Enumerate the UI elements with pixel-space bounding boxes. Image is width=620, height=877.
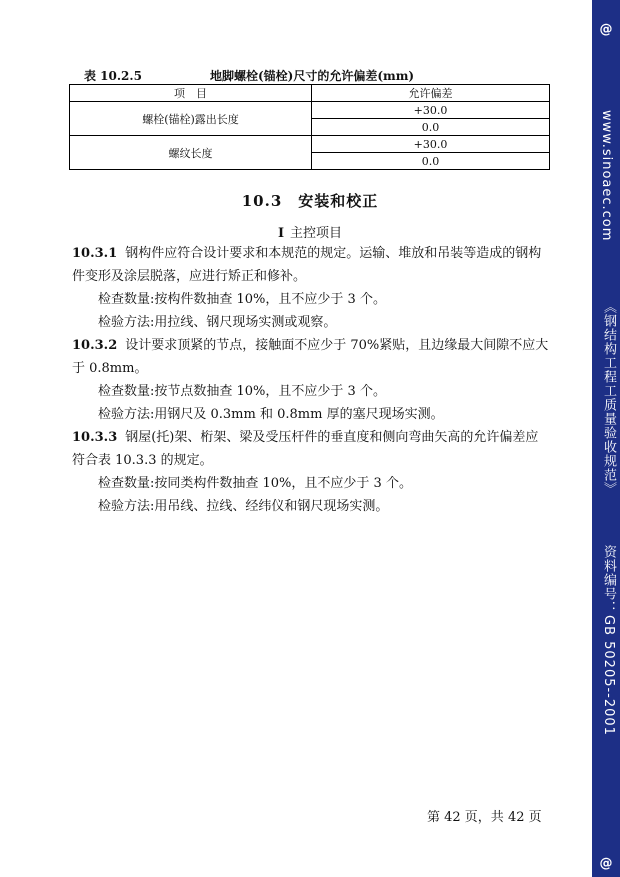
check-method: 检验方法:用钢尺及 0.3mm 和 0.8mm 厚的塞尺现场实测。: [98, 407, 444, 422]
clause-number: 10.3.2: [72, 338, 118, 353]
tolerance-table: [69, 84, 550, 170]
table-title: 地脚螺栓(锚栓)尺寸的允许偏差(mm): [210, 69, 415, 83]
check-method: 检验方法:用吊线、拉线、经纬仪和钢尺现场实测。: [98, 499, 389, 514]
subsection-heading: [0, 222, 620, 241]
check-quantity: 检查数量:按构件数抽查 10%，且不应少于 3 个。: [98, 292, 386, 307]
table-label: 表 10.2.5: [84, 69, 142, 83]
clause-number: 10.3.3: [72, 430, 118, 445]
header-tolerance: 允许偏差: [312, 85, 550, 102]
section-heading: 10.3 安装和校正: [241, 192, 379, 210]
row-item: 螺纹长度: [70, 136, 312, 170]
sidebar-document-code: 资料编号：GB 50205--2001: [601, 545, 616, 736]
check-quantity: 检查数量:按同类构件数抽查 10%，且不应少于 3 个。: [98, 476, 412, 491]
table-header-row: [70, 85, 550, 102]
clause-paragraph: [72, 334, 550, 380]
sidebar-book-title: 《钢结构工程工质量验收规范》: [601, 300, 616, 496]
row-value-upper: +30.0: [312, 102, 550, 119]
clause-paragraph: [72, 426, 550, 472]
at-sign-bottom: @: [599, 856, 613, 871]
clause-text: 设计要求顶紧的节点，接触面不应少于 70%紧贴，且边缘最大间隙不应大于 0.8mm。: [72, 338, 549, 376]
clause-text: 钢屋(托)架、桁架、梁及受压杆件的垂直度和侧向弯曲矢高的允许偏差应符合表 10.3.3 的规定。: [72, 430, 539, 468]
clause-paragraph: [72, 242, 550, 288]
page-footer: 第 42 页，共 42 页: [427, 810, 542, 825]
clause-text: 钢构件应符合设计要求和本规范的规定。运输、堆放和吊装等造成的钢构件变形及涂层脱落，应进行矫正和修补。: [72, 246, 542, 284]
table-caption: [84, 67, 415, 84]
row-value-lower: 0.0: [312, 153, 550, 170]
subsection-number: I: [277, 226, 285, 241]
row-value-lower: 0.0: [312, 119, 550, 136]
at-sign-top: @: [599, 22, 613, 37]
table-row: [70, 102, 550, 119]
sidebar-banner: [592, 0, 620, 877]
sidebar-website[interactable]: www.sinoaec.com: [599, 110, 614, 242]
row-item: 螺栓(锚栓)露出长度: [70, 102, 312, 136]
row-value-upper: +30.0: [312, 136, 550, 153]
check-method: 检验方法:用拉线、钢尺现场实测或观察。: [98, 315, 337, 330]
clause-number: 10.3.1: [72, 246, 118, 261]
table-row: [70, 136, 550, 153]
check-quantity: 检查数量:按节点数抽查 10%，且不应少于 3 个。: [98, 384, 386, 399]
subsection-title: 主控项目: [290, 226, 343, 241]
header-item: 项 目: [70, 85, 312, 102]
